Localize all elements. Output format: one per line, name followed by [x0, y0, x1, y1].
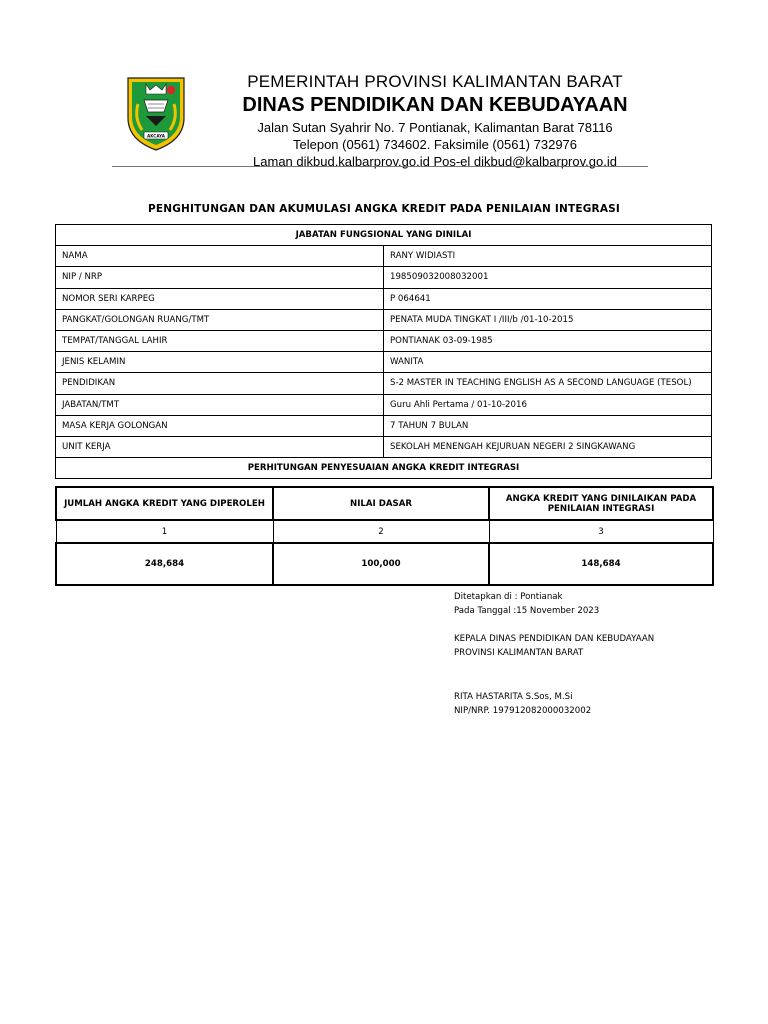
- table-row: [56, 267, 712, 288]
- signatory-position-line1: KEPALA DINAS PENDIDIKAN DAN KEBUDAYAAN: [454, 634, 655, 644]
- field-value: 198509032008032001: [384, 267, 712, 288]
- field-label: TEMPAT/TANGGAL LAHIR: [56, 330, 384, 351]
- column-number: 2: [273, 520, 489, 543]
- field-value: RANY WIDIASTI: [384, 246, 712, 267]
- field-label: PENDIDIKAN: [56, 373, 384, 394]
- table-row: [56, 330, 712, 351]
- column-number: 1: [56, 520, 273, 543]
- identity-table: [55, 224, 712, 479]
- credit-value-row: [56, 543, 713, 585]
- field-value: 7 TAHUN 7 BULAN: [384, 415, 712, 436]
- credit-value-total: 248,684: [56, 543, 273, 585]
- column-number: 3: [489, 520, 713, 543]
- credit-header-total: JUMLAH ANGKA KREDIT YANG DIPEROLEH: [56, 487, 273, 520]
- letterhead-divider: [112, 166, 648, 167]
- field-value: SEKOLAH MENENGAH KEJURUAN NEGERI 2 SINGKAWANG: [384, 436, 712, 457]
- office-web: Laman dikbud.kalbarprov.go.id Pos-el dikbud@kalbarprov.go.id: [253, 154, 617, 169]
- field-value: PENATA MUDA TINGKAT I /III/b /01-10-2015: [384, 309, 712, 330]
- table-row: [56, 352, 712, 373]
- signatory-nip: NIP/NRP. 197912082000032002: [454, 706, 592, 716]
- table-row: [56, 394, 712, 415]
- field-value: PONTIANAK 03-09-1985: [384, 330, 712, 351]
- province-emblem-icon: [124, 74, 188, 152]
- signature-place: Ditetapkan di : Pontianak: [454, 592, 563, 602]
- field-label: JENIS KELAMIN: [56, 352, 384, 373]
- credit-header-base: NILAI DASAR: [273, 487, 489, 520]
- logo-motto: AKCAYA: [146, 133, 166, 139]
- table-row: [56, 309, 712, 330]
- letterhead: [0, 0, 768, 170]
- credit-header-row: [56, 487, 713, 520]
- field-label: JABATAN/TMT: [56, 394, 384, 415]
- table-row: [56, 415, 712, 436]
- signatory-name: RITA HASTARITA S.Sos, M.Si: [454, 692, 573, 702]
- field-label: NIP / NRP: [56, 267, 384, 288]
- field-value: P 064641: [384, 288, 712, 309]
- department-name: DINAS PENDIDIKAN DAN KEBUDAYAAN: [242, 94, 628, 116]
- field-label: UNIT KERJA: [56, 436, 384, 457]
- signatory-position-line2: PROVINSI KALIMANTAN BARAT: [454, 648, 584, 658]
- table-section-row: [56, 225, 712, 246]
- identity-section-title: JABATAN FUNGSIONAL YANG DINILAI: [56, 225, 712, 246]
- table-row: [56, 436, 712, 457]
- credit-value-integrated: 148,684: [489, 543, 713, 585]
- field-label: NOMOR SERI KARPEG: [56, 288, 384, 309]
- field-label: PANGKAT/GOLONGAN RUANG/TMT: [56, 309, 384, 330]
- office-address: Jalan Sutan Syahrir No. 7 Pontianak, Kalimantan Barat 78116: [257, 120, 613, 135]
- field-value: WANITA: [384, 352, 712, 373]
- credit-value-base: 100,000: [273, 543, 489, 585]
- document-title: PENGHITUNGAN DAN AKUMULASI ANGKA KREDIT PADA PENILAIAN INTEGRASI: [147, 203, 621, 215]
- field-value: S-2 MASTER IN TEACHING ENGLISH AS A SECOND LANGUAGE (TESOL): [384, 373, 712, 394]
- signature-date: Pada Tanggal :15 November 2023: [454, 606, 600, 616]
- credit-section-title: PERHITUNGAN PENYESUAIAN ANGKA KREDIT INTEGRASI: [56, 458, 712, 479]
- office-phone: Telepon (0561) 734602. Faksimile (0561) 732976: [292, 137, 578, 152]
- government-name: PEMERINTAH PROVINSI KALIMANTAN BARAT: [247, 72, 623, 91]
- field-value: Guru Ahli Pertama / 01-10-2016: [384, 394, 712, 415]
- signature-block: [454, 590, 654, 718]
- credit-column-number-row: [56, 520, 713, 543]
- field-label: MASA KERJA GOLONGAN: [56, 415, 384, 436]
- table-row: [56, 246, 712, 267]
- letterhead-text: [215, 72, 655, 170]
- credit-table: [55, 486, 714, 586]
- credit-header-integrated: ANGKA KREDIT YANG DINILAIKAN PADA PENILAIAN INTEGRASI: [489, 487, 713, 520]
- table-row: [56, 288, 712, 309]
- table-section-row: [56, 458, 712, 479]
- field-label: NAMA: [56, 246, 384, 267]
- table-row: [56, 373, 712, 394]
